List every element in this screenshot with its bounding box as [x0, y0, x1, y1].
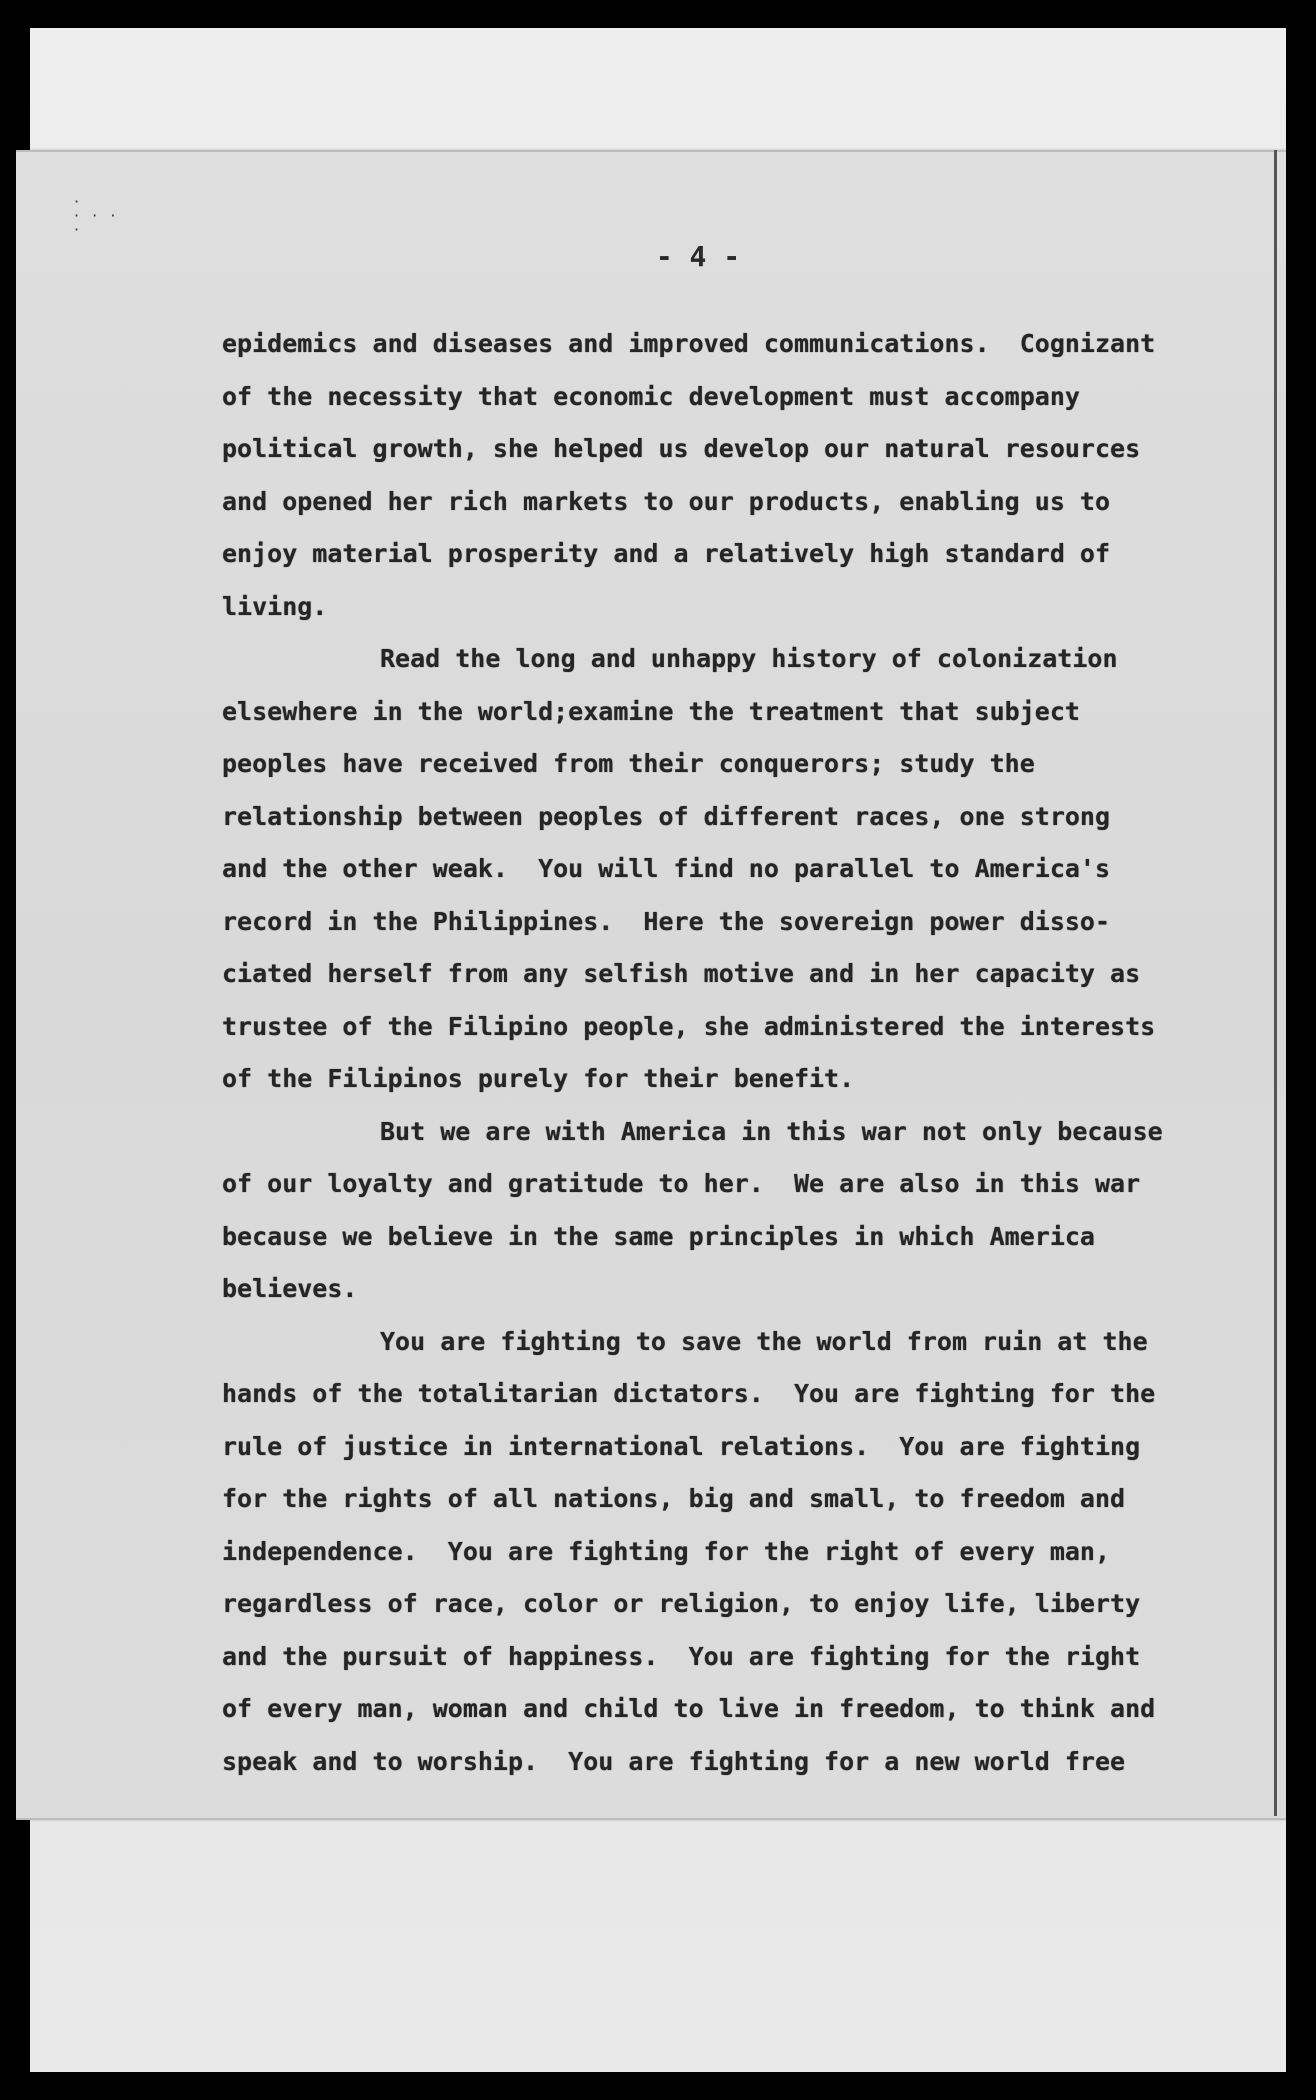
text-line: peoples have received from their conquerors; study the [222, 749, 1035, 778]
text-line: and the pursuit of happiness. You are fighting for the right [222, 1641, 1141, 1671]
text-line: You are fighting to save the world from ruin at the [380, 1326, 1148, 1356]
text-line: of every man, woman and child to live in freedom, to think and [222, 1694, 1156, 1723]
text-line: Read the long and unhappy history of colonization [380, 644, 1118, 673]
page-number: - 4 - [655, 240, 741, 273]
text-line: trustee of the Filipino people, she administered the interests [222, 1011, 1156, 1041]
text-line: believes. [222, 1274, 358, 1303]
text-line: enjoy material prosperity and a relatively high standard of [222, 539, 1111, 568]
typed-text-body [222, 318, 1232, 1788]
text-line: speak and to worship. You are fighting for a new world free [222, 1746, 1126, 1776]
paragraph [222, 318, 1232, 633]
text-line: and the other weak. You will find no parallel to America's [222, 854, 1111, 883]
text-line: elsewhere in the world;examine the treatment that subject [222, 696, 1080, 726]
paragraph [222, 1316, 1232, 1789]
text-line: independence. You are fighting for the right of every man, [222, 1536, 1111, 1566]
text-line: But we are with America in this war not only because [380, 1116, 1163, 1146]
text-line: political growth, she helped us develop our natural resources [222, 434, 1141, 463]
text-line: of the necessity that economic development must accompany [222, 381, 1080, 411]
scan-speckles-icon: · · · · · [74, 192, 120, 239]
text-line: of the Filipinos purely for their benefit. [222, 1064, 855, 1093]
text-line: epidemics and diseases and improved communications. Cognizant [222, 329, 1156, 358]
text-line: record in the Philippines. Here the sovereign power disso- [222, 906, 1111, 936]
paragraph [222, 1106, 1232, 1316]
paragraph [222, 633, 1232, 1106]
text-line: because we believe in the same principles in which America [222, 1221, 1095, 1251]
text-line: rule of justice in international relations. You are fighting [222, 1431, 1141, 1461]
text-line: of our loyalty and gratitude to her. We are also in this war [222, 1169, 1141, 1198]
text-line: for the rights of all nations, big and small, to freedom and [222, 1484, 1126, 1513]
text-line: hands of the totalitarian dictators. You are fighting for the [222, 1379, 1156, 1408]
text-line: living. [222, 591, 328, 621]
text-line: relationship between peoples of different races, one strong [222, 801, 1111, 831]
text-line: regardless of race, color or religion, to enjoy life, liberty [222, 1589, 1141, 1618]
sheet-edge-shadow [1274, 150, 1277, 1816]
text-line: and opened her rich markets to our products, enabling us to [222, 486, 1111, 516]
text-line: ciated herself from any selfish motive and in her capacity as [222, 959, 1141, 988]
